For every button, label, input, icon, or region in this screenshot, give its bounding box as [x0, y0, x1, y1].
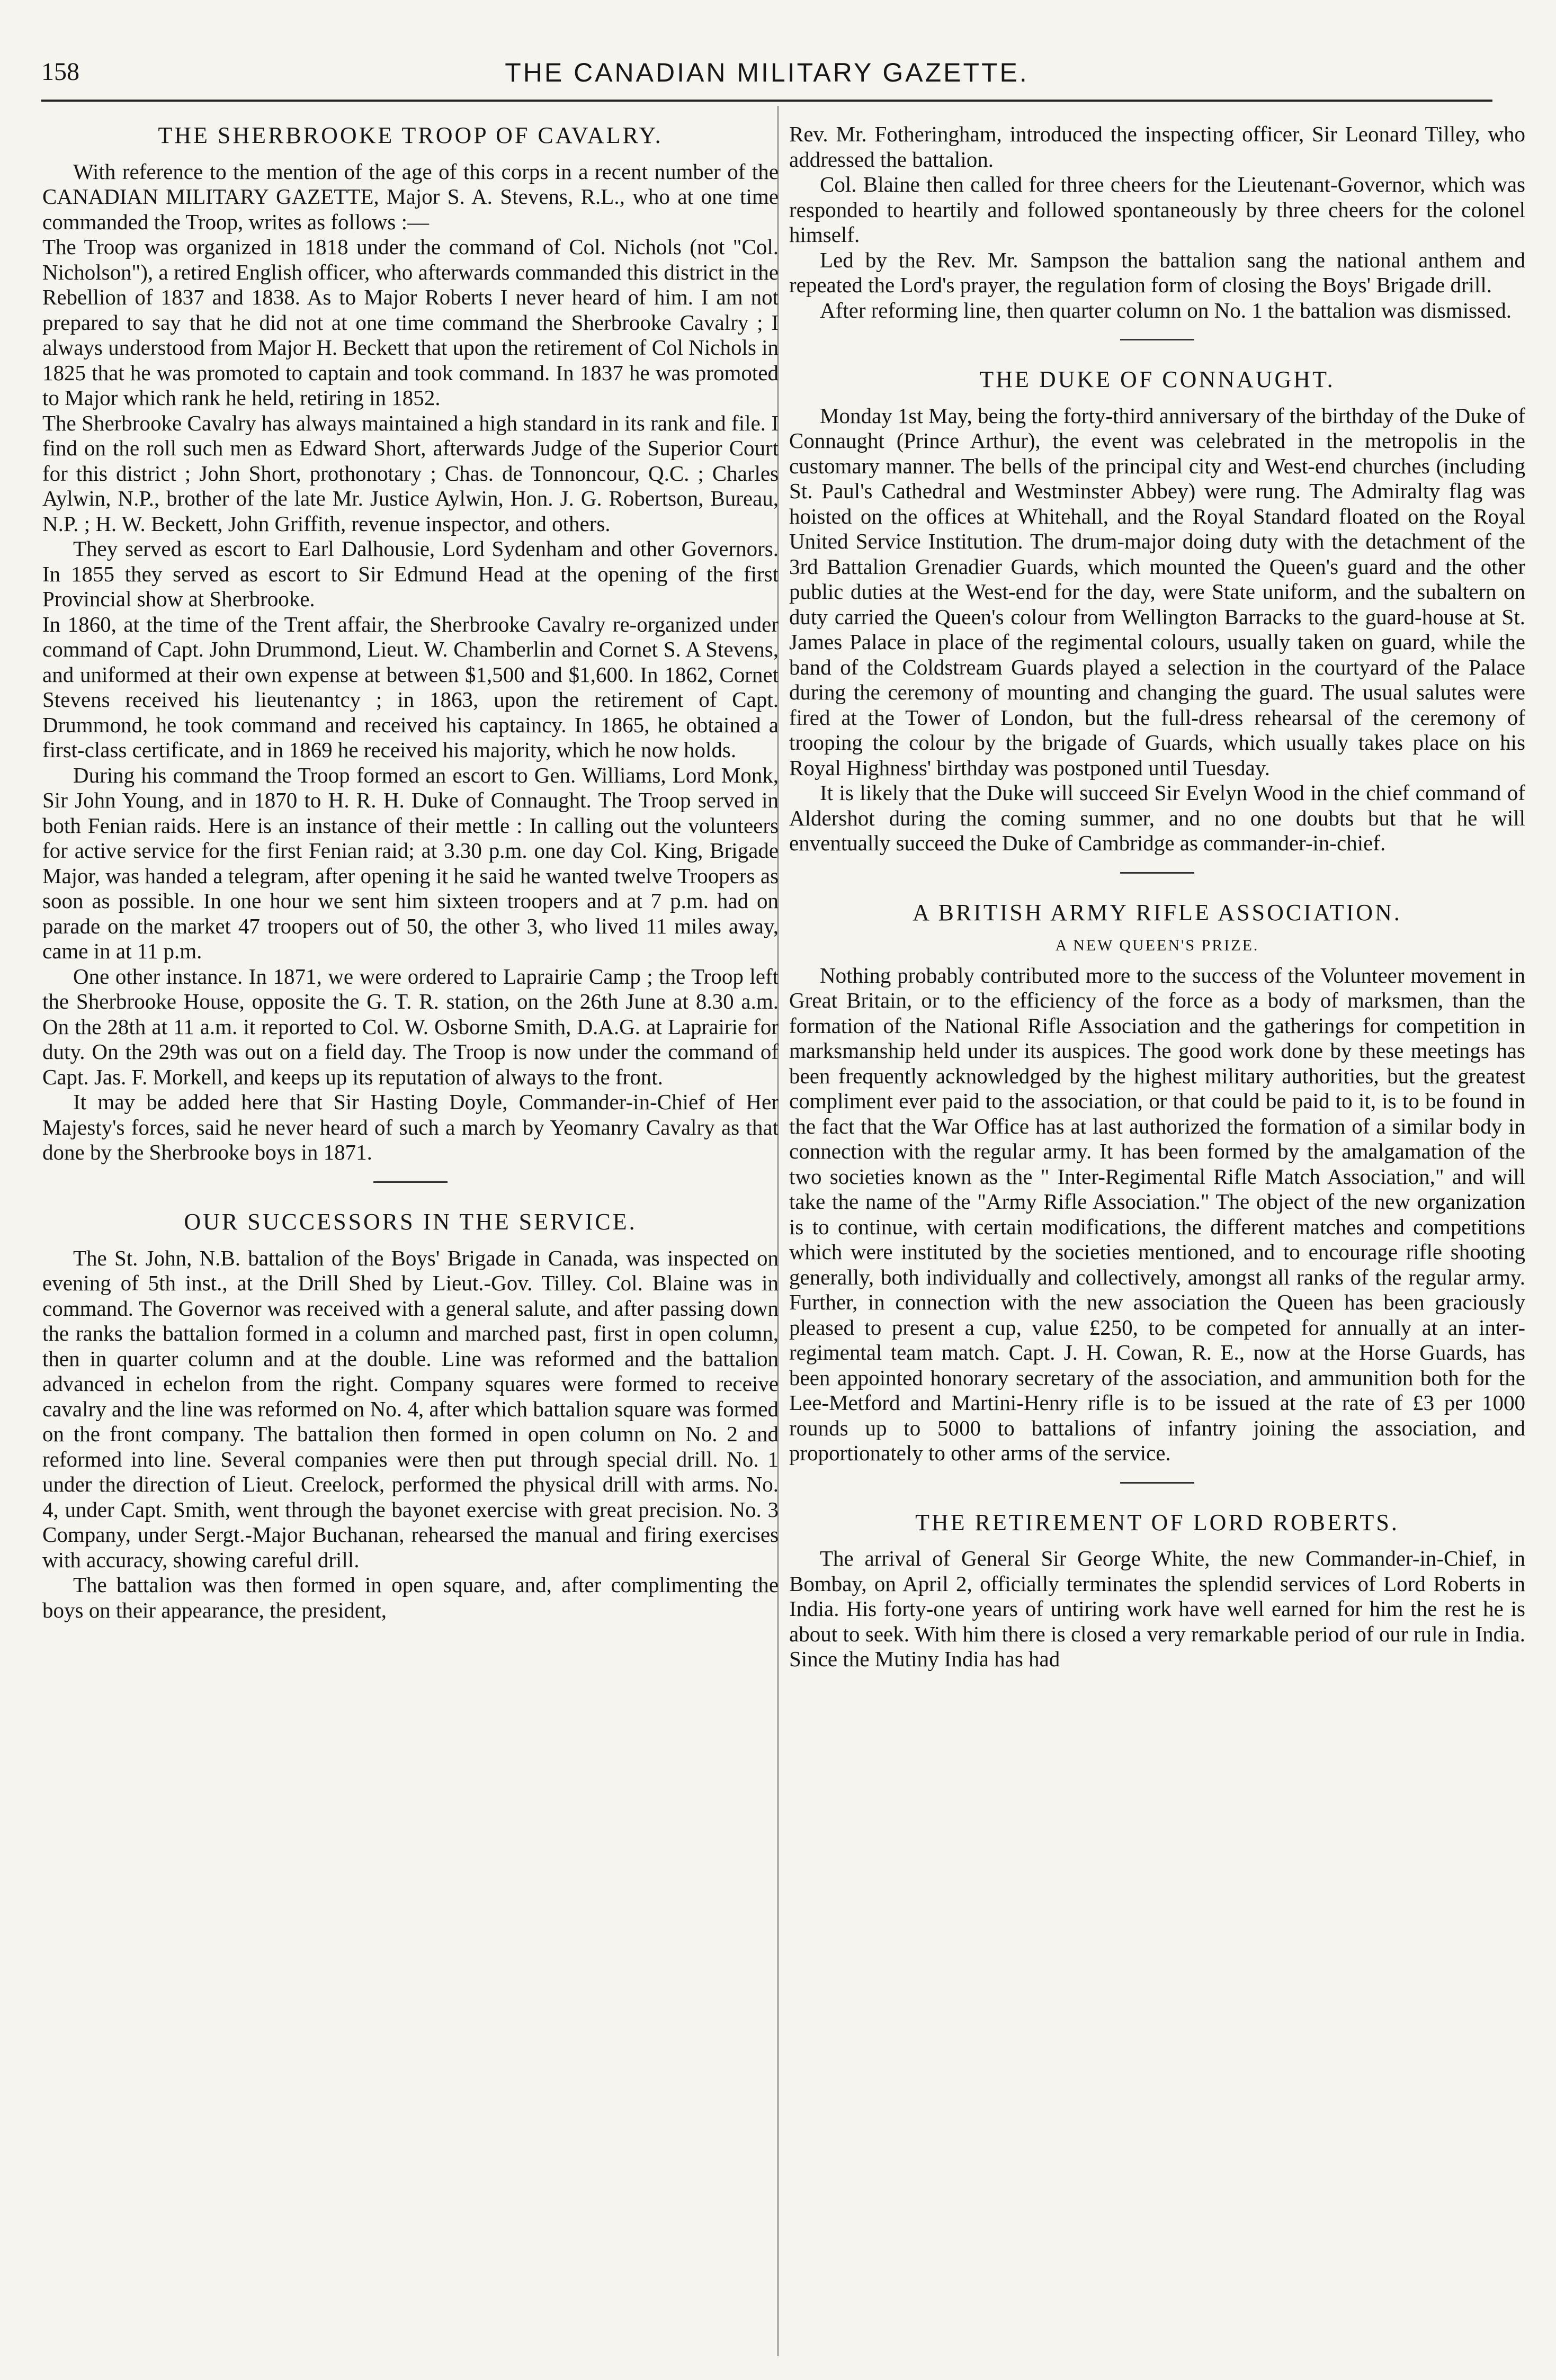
section-separator [1120, 872, 1194, 874]
article-paragraph: Monday 1st May, being the forty-third anniversary of the birthday of the Duke of Connaught (Prince Arthur), the event was celebrated in the metropolis in the customary manner. The bells of the principal city and West-end churches (including St. Paul's Cathedral and Westminster Abbey) were rung. The Admiralty flag was hoisted on the offices at Whitehall, and the Royal Standard floated on the Royal United Service Institution. The drum-major doing duty with the detachment of the 3rd Battalion Grenadier Guards, which mounted the Queen's guard and the other public duties at the West-end for the day, were State uniform, and the subaltern on duty carried the Queen's colour from Wellington Barracks to the guard-house at St. James Palace in place of the regimental colours, usually taken on guard, while the band of the Coldstream Guards played a selection in the courtyard of the Palace during the ceremony of mounting and changing the guard. The usual salutes were fired at the Tower of London, but the full-dress rehearsal of the ceremony of trooping the colour by the brigade of Guards, which usually takes place on his Royal Highness' birthday was postponed until Tuesday. [789, 403, 1525, 780]
article-paragraph: The Troop was organized in 1818 under the command of Col. Nichols (not "Col. Nicholson"), a retired English officer, who afterwards commanded this district in the Rebellion of 1837 and 1838. As to Major Roberts I never heard of him. I am not prepared to say that he did not at one time command the Sherbrooke Cavalry ; I always understood from Major H. Beckett that upon the retirement of Col Nichols in 1825 that he was promoted to captain and took command. In 1837 he was promoted to Major which rank he held, retiring in 1852. [42, 235, 779, 410]
article-paragraph: They served as escort to Earl Dalhousie, Lord Sydenham and other Governors. In 1855 they served as escort to Sir Edmund Head at the opening of the first Provincial show at Sherbrooke. [42, 536, 779, 612]
article-paragraph: The Sherbrooke Cavalry has always maintained a high standard in its rank and file. I find on the roll such men as Edward Short, afterwards Judge of the Superior Court for this district ; John Short, prothonotary ; Chas. de Tonnoncour, Q.C. ; Charles Aylwin, N.P., brother of the late Mr. Justice Aylwin, Hon. J. G. Robertson, Bureau, N.P. ; H. W. Beckett, John Griffith, revenue inspector, and others. [42, 410, 779, 536]
article-heading: OUR SUCCESSORS IN THE SERVICE. [184, 1208, 637, 1235]
section-separator [373, 1181, 448, 1183]
article-successors [42, 1208, 779, 1623]
page-header [41, 57, 1492, 100]
running-title: THE CANADIAN MILITARY GAZETTE. [505, 58, 1029, 87]
article-paragraph: It may be added here that Sir Hasting Doyle, Commander-in-Chief of Her Majesty's forces, said he never heard of such a march by Yeomanry Cavalry as that done by the Sherbrooke boys in 1871. [42, 1090, 779, 1165]
article-paragraph: In 1860, at the time of the Trent affair, the Sherbrooke Cavalry re-organized under command of Capt. John Drummond, Lieut. W. Chamberlin and Cornet S. A Stevens, and uniformed at their own expense at between $1,500 and $1,600. In 1862, Cornet Stevens received his lieutenantcy ; in 1863, upon the retirement of Capt. Drummond, he took command and received his captaincy. In 1865, he obtained a first-class certificate, and in 1869 he received his majority, which he now holds. [42, 612, 779, 762]
article-paragraph: With reference to the mention of the age of this corps in a recent number of the CANADIAN MILITARY GAZETTE, Major S. A. Stevens, R.L., who at one time commanded the Troop, writes as follows :— [42, 159, 779, 234]
article-paragraph: Rev. Mr. Fotheringham, introduced the inspecting officer, Sir Leonard Tilley, who addressed the battalion. [789, 122, 1525, 172]
right-column [789, 122, 1525, 1672]
article-heading: THE DUKE OF CONNAUGHT. [979, 366, 1335, 392]
left-column [42, 122, 779, 1623]
article-heading: THE SHERBROOKE TROOP OF CAVALRY. [158, 122, 663, 148]
article-paragraph: After reforming line, then quarter column on No. 1 the battalion was dismissed. [820, 298, 1512, 322]
article-subheading: A NEW QUEEN'S PRIZE. [1055, 936, 1259, 954]
header-rule [41, 100, 1492, 102]
section-separator [1120, 1482, 1194, 1484]
section-separator [1120, 339, 1194, 340]
article-paragraph: The St. John, N.B. battalion of the Boys' Brigade in Canada, was inspected on evening of 5th inst., at the Drill Shed by Lieut.-Gov. Tilley. Col. Blaine was in command. The Governor was received with a general salute, and after passing down the ranks the battalion formed in a column and marched past, first in open column, then in quarter column and at the double. Line was reformed and the battalion advanced in echelon from the right. Company squares were formed to receive cavalry and the line was reformed on No. 4, after which battalion square was formed on the front company. The battalion then formed in open column on No. 2 and reformed into line. Several companies were then put through special drill. No. 1 under the direction of Lieut. Creelock, performed the physical drill with arms. No. 4, under Capt. Smith, went through the bayonet exercise with great precision. No. 3 Company, under Sergt.-Major Buchanan, rehearsed the manual and firing exercises with accuracy, showing careful drill. [42, 1245, 779, 1572]
page-number: 158 [41, 58, 79, 86]
article-roberts [789, 1509, 1525, 1672]
article-heading: THE RETIREMENT OF LORD ROBERTS. [915, 1509, 1399, 1535]
article-paragraph: One other instance. In 1871, we were ordered to Laprairie Camp ; the Troop left the Sherbrooke House, opposite the G. T. R. station, on the 26th June at 8.30 a.m. On the 28th at 11 a.m. it reported to Col. W. Osborne Smith, D.A.G. at Laprairie for duty. On the 29th was out on a field day. The Troop is now under the command of Capt. Jas. F. Morkell, and keeps up its reputation of always to the front. [42, 964, 779, 1089]
article-paragraph: It is likely that the Duke will succeed Sir Evelyn Wood in the chief command of Aldershot during the coming summer, and no one doubts but that he will enventually succeed the Duke of Cambridge as commander-in-chief. [789, 780, 1525, 856]
article-rifle-association [789, 899, 1525, 1466]
article-connaught [789, 366, 1525, 856]
article-paragraph: Col. Blaine then called for three cheers for the Lieutenant-Governor, which was responded to heartily and followed spontaneously by three cheers for the colonel himself. [789, 172, 1525, 247]
article-successors-continued [789, 122, 1525, 323]
article-heading: A BRITISH ARMY RIFLE ASSOCIATION. [913, 899, 1402, 926]
article-paragraph: Led by the Rev. Mr. Sampson the battalion sang the national anthem and repeated the Lord's prayer, the regulation form of closing the Boys' Brigade drill. [789, 247, 1525, 297]
article-paragraph: Nothing probably contributed more to the success of the Volunteer movement in Great Britain, or to the efficiency of the force as a body of marksmen, than the formation of the National Rifle Association and the gatherings for competition in marksmanship held under its auspices. The good work done by these meetings has been frequently acknowledged by the highest military authorities, but the greatest compliment ever paid to the association, or that could be paid to it, is to be found in the fact that the War Office has at last authorized the formation of a similar body in connection with the regular army. It has been formed by the amalgamation of the two societies known as the " Inter-Regimental Rifle Match Association," and will take the name of the "Army Rifle Association." The object of the new organization is to continue, with certain modifications, the different matches and competitions which were instituted by the societies mentioned, and to encourage rifle shooting generally, both individually and collectively, amongst all ranks of the regular army. Further, in connection with the new association the Queen has been graciously pleased to present a cup, value £250, to be competed for annually at an inter-regimental team match. Capt. J. H. Cowan, R. E., now at the Horse Guards, has been appointed honorary secretary of the association, and ammunition both for the Lee-Metford and Martini-Henry rifle is to be issued at the rate of £3 per 1000 rounds up to 5000 to battalions of infantry joining the association, and proportionately to other arms of the service. [789, 963, 1525, 1466]
article-paragraph: The arrival of General Sir George White, the new Commander-in-Chief, in Bombay, on April 2, officially terminates the splendid services of Lord Roberts in India. His forty-one years of untiring work have well earned for him the rest he is about to seek. With him there is closed a very remarkable period of our rule in India. Since the Mutiny India has had [789, 1546, 1525, 1672]
article-paragraph: The battalion was then formed in open square, and, after complimenting the boys on their appearance, the president, [42, 1573, 779, 1622]
article-paragraph: During his command the Troop formed an escort to Gen. Williams, Lord Monk, Sir John Young, and in 1870 to H. R. H. Duke of Connaught. The Troop served in both Fenian raids. Here is an instance of their mettle : In calling out the volunteers for active service for the first Fenian raid; at 3.30 p.m. one day Col. King, Brigade Major, was handed a telegram, after opening it he said he wanted twelve Troopers as soon as possible. In one hour we sent him sixteen troopers and at 7 p.m. had on parade on the market 47 troopers out of 50, the other 3, who lived 11 miles away, came in at 11 p.m. [42, 762, 779, 964]
article-sherbrooke [42, 122, 779, 1165]
